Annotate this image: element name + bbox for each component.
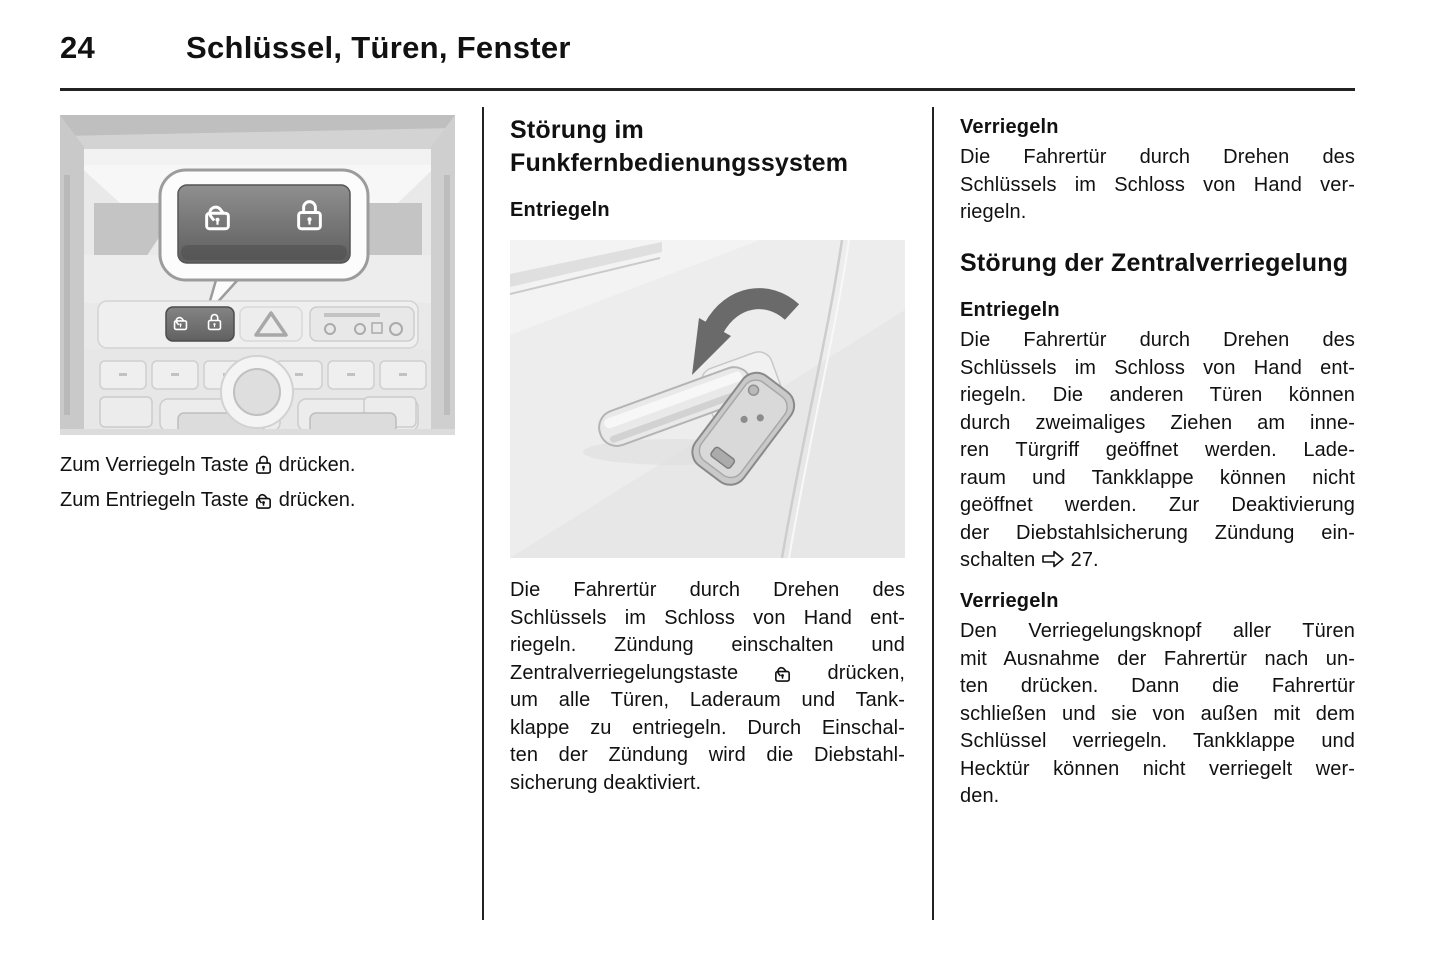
text-line: ren Türgriff geöffnet werden. Lade-	[960, 439, 1355, 461]
text-line: durch zweimaliges Ziehen am inne-	[960, 411, 1355, 434]
text-line: riegeln. Zündung einschalten und	[510, 634, 905, 656]
lock-unlock-instructions	[60, 448, 465, 518]
text-line: Schlüssels im Schloss von Hand ent-	[510, 606, 905, 629]
text-line: sicherung deaktiviert.	[510, 771, 702, 794]
column-divider	[932, 107, 934, 920]
unlock-icon	[254, 488, 273, 510]
unlock-icon	[773, 661, 792, 683]
text-line: Zentralverriegelungstaste drücken,	[510, 661, 905, 684]
text-line: um alle Türen, Laderaum und Tank-	[510, 689, 905, 711]
subheading-lock: Verriegeln	[960, 116, 1059, 138]
paragraph-remote-failure-unlock	[510, 577, 905, 797]
text-line: schließen und sie von außen mit dem	[960, 702, 1355, 725]
central-locking-buttons	[166, 307, 234, 341]
subheading-unlock-2: Entriegeln	[960, 299, 1060, 321]
paragraph-remote-failure-lock	[960, 144, 1355, 227]
text-line: riegeln.	[960, 201, 1027, 223]
page-title: Schlüssel, Türen, Fenster	[186, 30, 571, 65]
door-handle-key-illustration	[510, 240, 905, 558]
text-line: Den Verriegelungsknopf aller Türen	[960, 620, 1355, 642]
text-line: Schlüssels im Schloss von Hand ent-	[960, 356, 1355, 379]
reference-arrow-icon	[1041, 549, 1065, 569]
text-line: schalten 27.	[960, 549, 1099, 571]
text-line: Schlüssels im Schloss von Hand ver-	[960, 173, 1355, 196]
subheading-unlock: Entriegeln	[510, 199, 610, 221]
lock-icon	[254, 453, 273, 475]
text-line: Hecktür können nicht verriegelt wer-	[960, 757, 1355, 780]
text-line: Schlüssel verriegeln. Tankklappe und	[960, 730, 1355, 752]
text-line: Die Fahrertür durch Drehen des	[510, 579, 905, 601]
subheading-lock-2: Verriegeln	[960, 590, 1059, 612]
text-line: den.	[960, 785, 1000, 807]
text-line: Funkfernbedienungssystem	[510, 149, 849, 177]
section-heading-remote-failure	[510, 114, 848, 180]
header-rule	[60, 88, 1355, 91]
page-number: 24	[60, 30, 96, 65]
text-line: ten der Zündung wird die Diebstahl-	[510, 744, 905, 766]
text-line: Die Fahrertür durch Drehen des	[960, 329, 1355, 351]
console-lock-buttons-illustration	[60, 115, 455, 435]
paragraph-central-locking-unlock	[960, 327, 1355, 575]
text-line: ten drücken. Dann die Fahrertür	[960, 675, 1355, 697]
paragraph-central-locking-lock	[960, 618, 1355, 811]
text-line: Störung im	[510, 116, 644, 144]
text-line: klappe zu entriegeln. Durch Einschal-	[510, 716, 905, 739]
text-line: Zum Verriegeln Taste drücken.	[60, 454, 356, 476]
text-line: geöffnet werden. Zur Deaktivierung	[960, 494, 1355, 516]
text-line: Die Fahrertür durch Drehen des	[960, 146, 1355, 168]
text-line: raum und Tankklappe können nicht	[960, 466, 1355, 489]
section-heading-central-locking-failure: Störung der Zentralverriegelung	[960, 249, 1349, 277]
column-divider	[482, 107, 484, 920]
text-line: mit Ausnahme der Fahrertür nach un-	[960, 647, 1355, 670]
text-line: der Diebstahlsicherung Zündung ein-	[960, 521, 1355, 544]
text-line: riegeln. Die anderen Türen können	[960, 384, 1355, 406]
text-line: Zum Entriegeln Taste drücken.	[60, 489, 356, 511]
